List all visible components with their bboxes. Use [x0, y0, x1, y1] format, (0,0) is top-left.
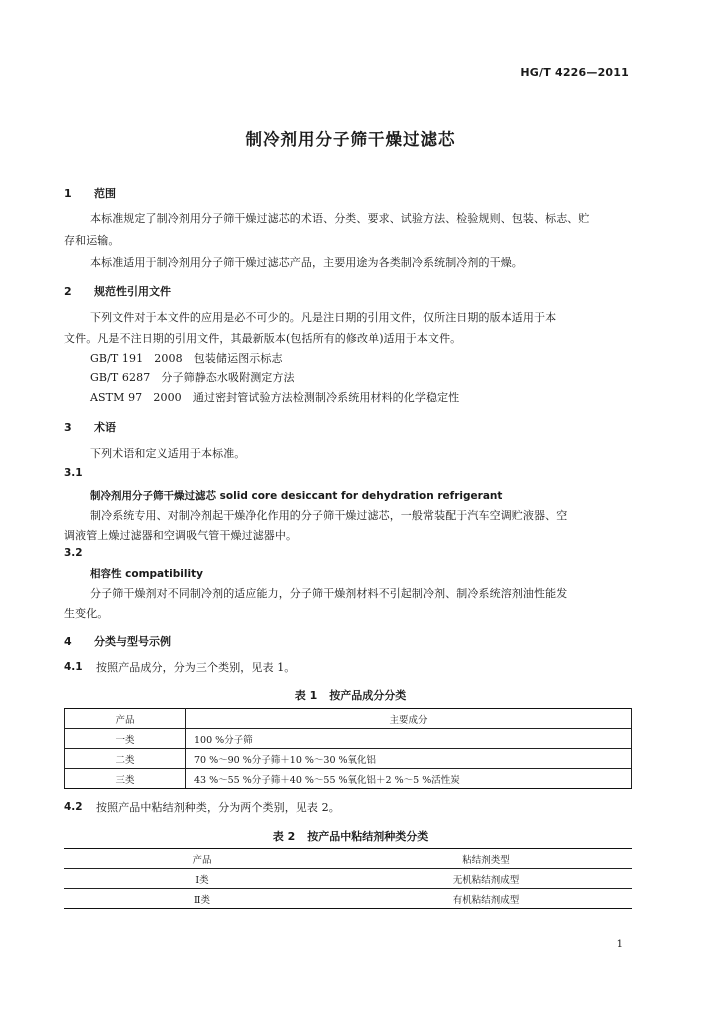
caption-title: 按产品成分分类: [329, 689, 407, 702]
section-title: 分类与型号示例: [94, 635, 171, 648]
table-cell: 有机粘结剂成型: [340, 889, 632, 909]
table-header-row: [64, 849, 632, 869]
section-2-heading: [64, 283, 171, 299]
table-row: [65, 769, 632, 789]
paragraph-line: 存和运输。: [64, 234, 120, 247]
paragraph-line: 本标准适用于制冷剂用分子筛干燥过滤芯产品，主要用途为各类制冷系统制冷剂的干燥。: [90, 256, 523, 269]
table-row: [65, 729, 632, 749]
section-number: 1: [64, 187, 72, 200]
paragraph-line: 下列术语和定义适用于本标准。: [90, 447, 246, 460]
table-cell: 100 %分子筛: [186, 729, 632, 749]
section-number: 4: [64, 635, 72, 648]
table-header-row: [65, 709, 632, 729]
reference-item: GB/T 191 2008 包装储运图示标志: [90, 352, 283, 365]
document-title: 制冷剂用分子筛干燥过滤芯: [245, 130, 456, 149]
table-cell: 一类: [65, 729, 186, 749]
paragraph-line: 文件。凡是不注日期的引用文件，其最新版本(包括所有的修改单)适用于本文件。: [64, 332, 462, 345]
subclause-number: 3.1: [64, 467, 83, 479]
table-1-caption: [0, 687, 701, 703]
section-title: 范围: [94, 187, 116, 200]
reference-item: GB/T 6287 分子筛静态水吸附测定方法: [90, 371, 295, 384]
caption-number: 表 1: [294, 689, 318, 702]
table-cell: Ⅱ类: [64, 889, 340, 909]
column-header: 产品: [65, 709, 186, 729]
page-number: 1: [616, 939, 623, 950]
section-3-heading: [64, 419, 116, 435]
section-4-heading: [64, 633, 171, 649]
term-entry: 相容性 compatibility: [90, 568, 203, 580]
section-title: 规范性引用文件: [94, 285, 171, 298]
table-2-caption: [0, 828, 701, 844]
table-row: [64, 889, 632, 909]
classification-table-1: [64, 708, 632, 789]
table-row: [65, 749, 632, 769]
subclause-number: 4.1: [64, 661, 83, 673]
paragraph-line: 生变化。: [64, 607, 109, 620]
section-1-heading: [64, 185, 116, 201]
paragraph-line: 按照产品中粘结剂种类，分为两个类别，见表 2。: [96, 801, 340, 814]
standard-code: HG/T 4226—2011: [520, 66, 629, 79]
table-cell: 三类: [65, 769, 186, 789]
column-header: 产品: [64, 849, 340, 869]
table-cell: 70 %～90 %分子筛＋10 %～30 %氧化铝: [186, 749, 632, 769]
caption-title: 按产品中粘结剂种类分类: [307, 830, 429, 843]
term-entry: 制冷剂用分子筛干燥过滤芯 solid core desiccant for dehydration refrigerant: [90, 490, 503, 502]
paragraph-line: 分子筛干燥剂对不同制冷剂的适应能力，分子筛干燥剂材料不引起制冷剂、制冷系统溶剂油性能发: [90, 587, 568, 600]
column-header: 粘结剂类型: [340, 849, 632, 869]
table-row: [64, 869, 632, 889]
section-title: 术语: [94, 421, 116, 434]
reference-item: ASTM 97 2000 通过密封管试验方法检测制冷系统用材料的化学稳定性: [90, 391, 460, 404]
subclause-number: 3.2: [64, 547, 83, 559]
paragraph-line: 本标准规定了制冷剂用分子筛干燥过滤芯的术语、分类、要求、试验方法、检验规则、包装、标志、贮: [90, 212, 590, 225]
classification-table-2: [64, 848, 632, 909]
table-cell: 二类: [65, 749, 186, 769]
subclause-number: 4.2: [64, 801, 83, 813]
table-cell: 43 %～55 %分子筛＋40 %～55 %氧化铝＋2 %～5 %活性炭: [186, 769, 632, 789]
table-cell: 无机粘结剂成型: [340, 869, 632, 889]
section-number: 2: [64, 285, 72, 298]
paragraph-line: 调液管上燥过滤器和空调吸气管干燥过滤器中。: [64, 529, 298, 542]
paragraph-line: 按照产品成分，分为三个类别，见表 1。: [96, 661, 296, 674]
caption-number: 表 2: [272, 830, 296, 843]
paragraph-line: 制冷系统专用、对制冷剂起干燥净化作用的分子筛干燥过滤芯，一般常装配于汽车空调贮液器、空: [90, 509, 568, 522]
paragraph-line: 下列文件对于本文件的应用是必不可少的。凡是注日期的引用文件，仅所注日期的版本适用于本: [90, 311, 557, 324]
column-header: 主要成分: [186, 709, 632, 729]
section-number: 3: [64, 421, 72, 434]
table-cell: Ⅰ类: [64, 869, 340, 889]
